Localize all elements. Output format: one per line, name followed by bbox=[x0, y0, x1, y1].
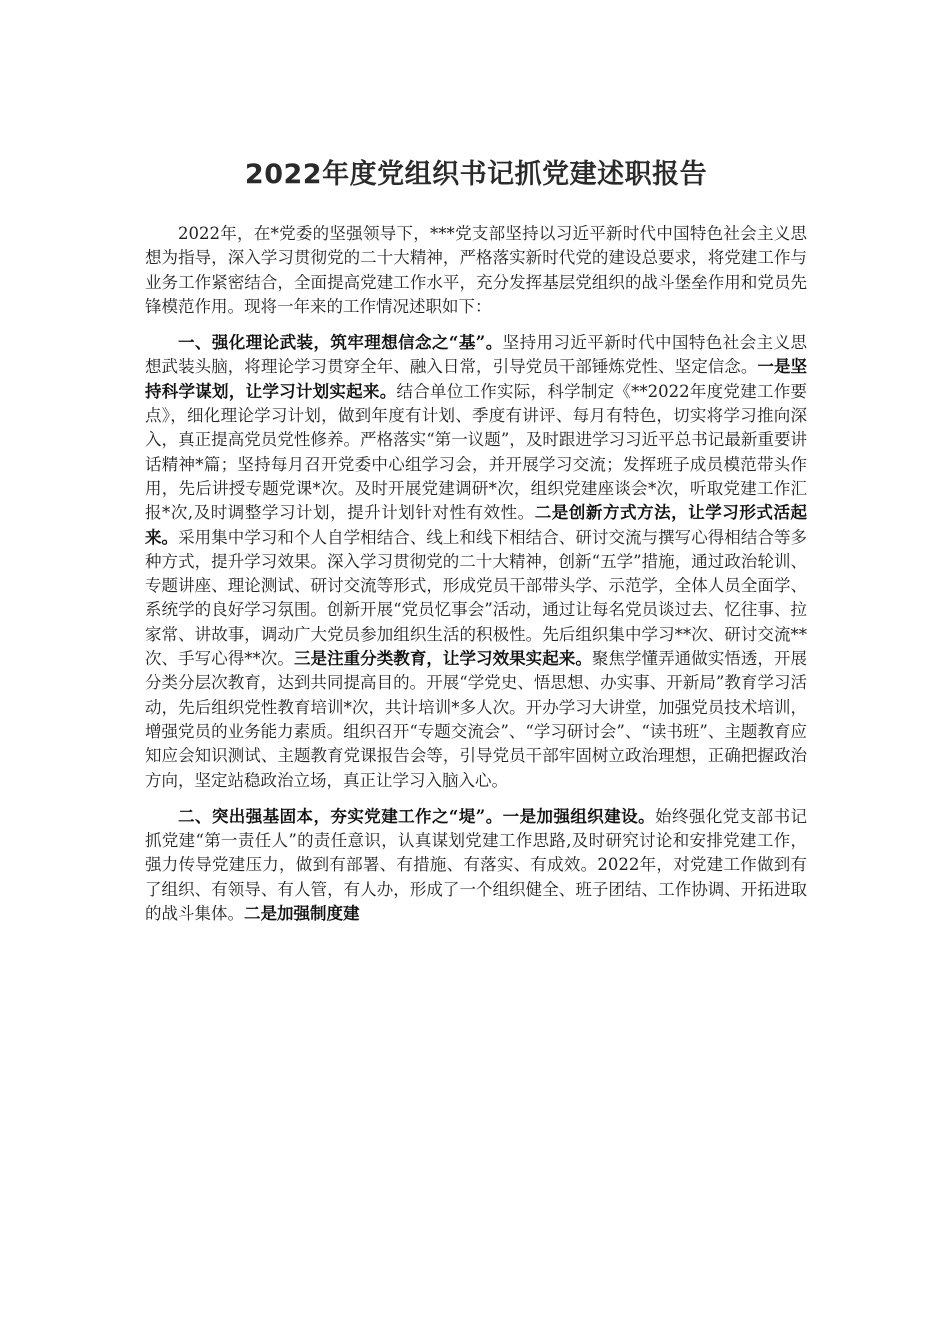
paragraph-text: 坚持用习近平新时代中国特色社会主义思想武装头脑，将理论学习贯穿全年、融入日常，引导党员干部锤炼党性、坚定信念。 bbox=[145, 333, 807, 377]
section-heading: 一、强化理论武装，筑牢理想信念之“基”。 bbox=[178, 333, 503, 353]
subpoint-heading: 一是坚持科学谋划，让学习计划实起来。 bbox=[145, 357, 808, 401]
paragraph-text: 始终强化党支部书记抓党建“第一责任人”的责任意识，认真谋划党建工作思路,及时研究讨论和安排党建工作，强力传导党建压力，做到有部署、有措施、有落实、有成效。2022年，对党建工作做到有了组织、有领导、有人管，有人办，形成了一个组织健全、班子团结、工作协调、开拓进取的战斗集体。 bbox=[145, 806, 808, 924]
paragraph-text: 聚焦学懂弄通做实悟透，开展分类分层次教育，达到共同提高目的。开展“学党史、悟思想、办实事、开新局”教育学习活动，先后组织党性教育培训*次，共计培训*多人次。开办学习大讲堂，加强党员技术培训，增强党员的业务能力素质。组织召开“专题交流会”、“学习研讨会”、“读书班”、主题教育应知应会知识测试、主题教育党课报告会等，引导党员干部牢固树立政治理想，正确把握政治方向，坚定站稳政治立场，真正让学习入脑入心。 bbox=[145, 649, 808, 790]
intro-paragraph bbox=[145, 222, 807, 319]
subpoint-heading: 二是加强制度建 bbox=[244, 904, 360, 924]
document-page bbox=[145, 148, 807, 938]
subpoint-heading: 一是加强组织建设。 bbox=[502, 806, 656, 826]
subpoint-heading: 三是注重分类教育，让学习效果实起来。 bbox=[293, 649, 592, 669]
subpoint-heading: 二是创新方式方法，让学习形式活起来。 bbox=[145, 503, 808, 547]
paragraph-text: 2022年，在*党委的坚强领导下，***党支部坚持以习近平新时代中国特色社会主义思想为指导，深入学习贯彻党的二十大精神，严格落实新时代党的建设总要求，将党建工作与业务工作紧密结合，全面提高党建工作水平，充分发挥基层党组织的战斗堡垒作用和党员先锋模范作用。现将一年来的工作情况述职如下： bbox=[145, 224, 807, 316]
paragraph-text: 采用集中学习和个人自学相结合、线上和线下相结合、研讨交流与撰写心得相结合等多种方式，提升学习效果。深入学习贯彻党的二十大精神，创新“五学”措施，通过政治轮训、专题讲座、理论测试、研讨交流等形式，形成党员干部带头学、示范学，全体人员全面学、系统学的良好学习氛围。创新开展“党员忆事会”活动，通过让每名党员谈过去、忆往事、拉家常、讲故事，调动广大党员参加组织生活的积极性。先后组织集中学习**次、研讨交流**次、手写心得**次。 bbox=[145, 527, 808, 669]
section-two-paragraph bbox=[145, 805, 807, 926]
document-title: 2022年度党组织书记抓党建述职报告 bbox=[244, 159, 708, 190]
paragraph-text: 结合单位工作实际，科学制定《**2022年度党建工作要点》，细化理论学习计划，做到年度有计划、季度有讲评、每月有特色，切实将学习推向深入，真正提高党员党性修养。严格落实“第一议题”，及时跟进学习习近平总书记最新重要讲话精神*篇；坚持每月召开党委中心组学习会，并开展学习交流；发挥班子成员模范带头作用，先后讲授专题党课*次。及时开展党建调研*次，组织党建座谈会*次，听取党建工作汇报*次,及时调整学习计划，提升计划针对性有效性。 bbox=[145, 381, 808, 523]
section-one-paragraph bbox=[145, 331, 807, 793]
section-heading: 二、突出强基固本，夯实党建工作之“堤”。 bbox=[178, 806, 503, 826]
